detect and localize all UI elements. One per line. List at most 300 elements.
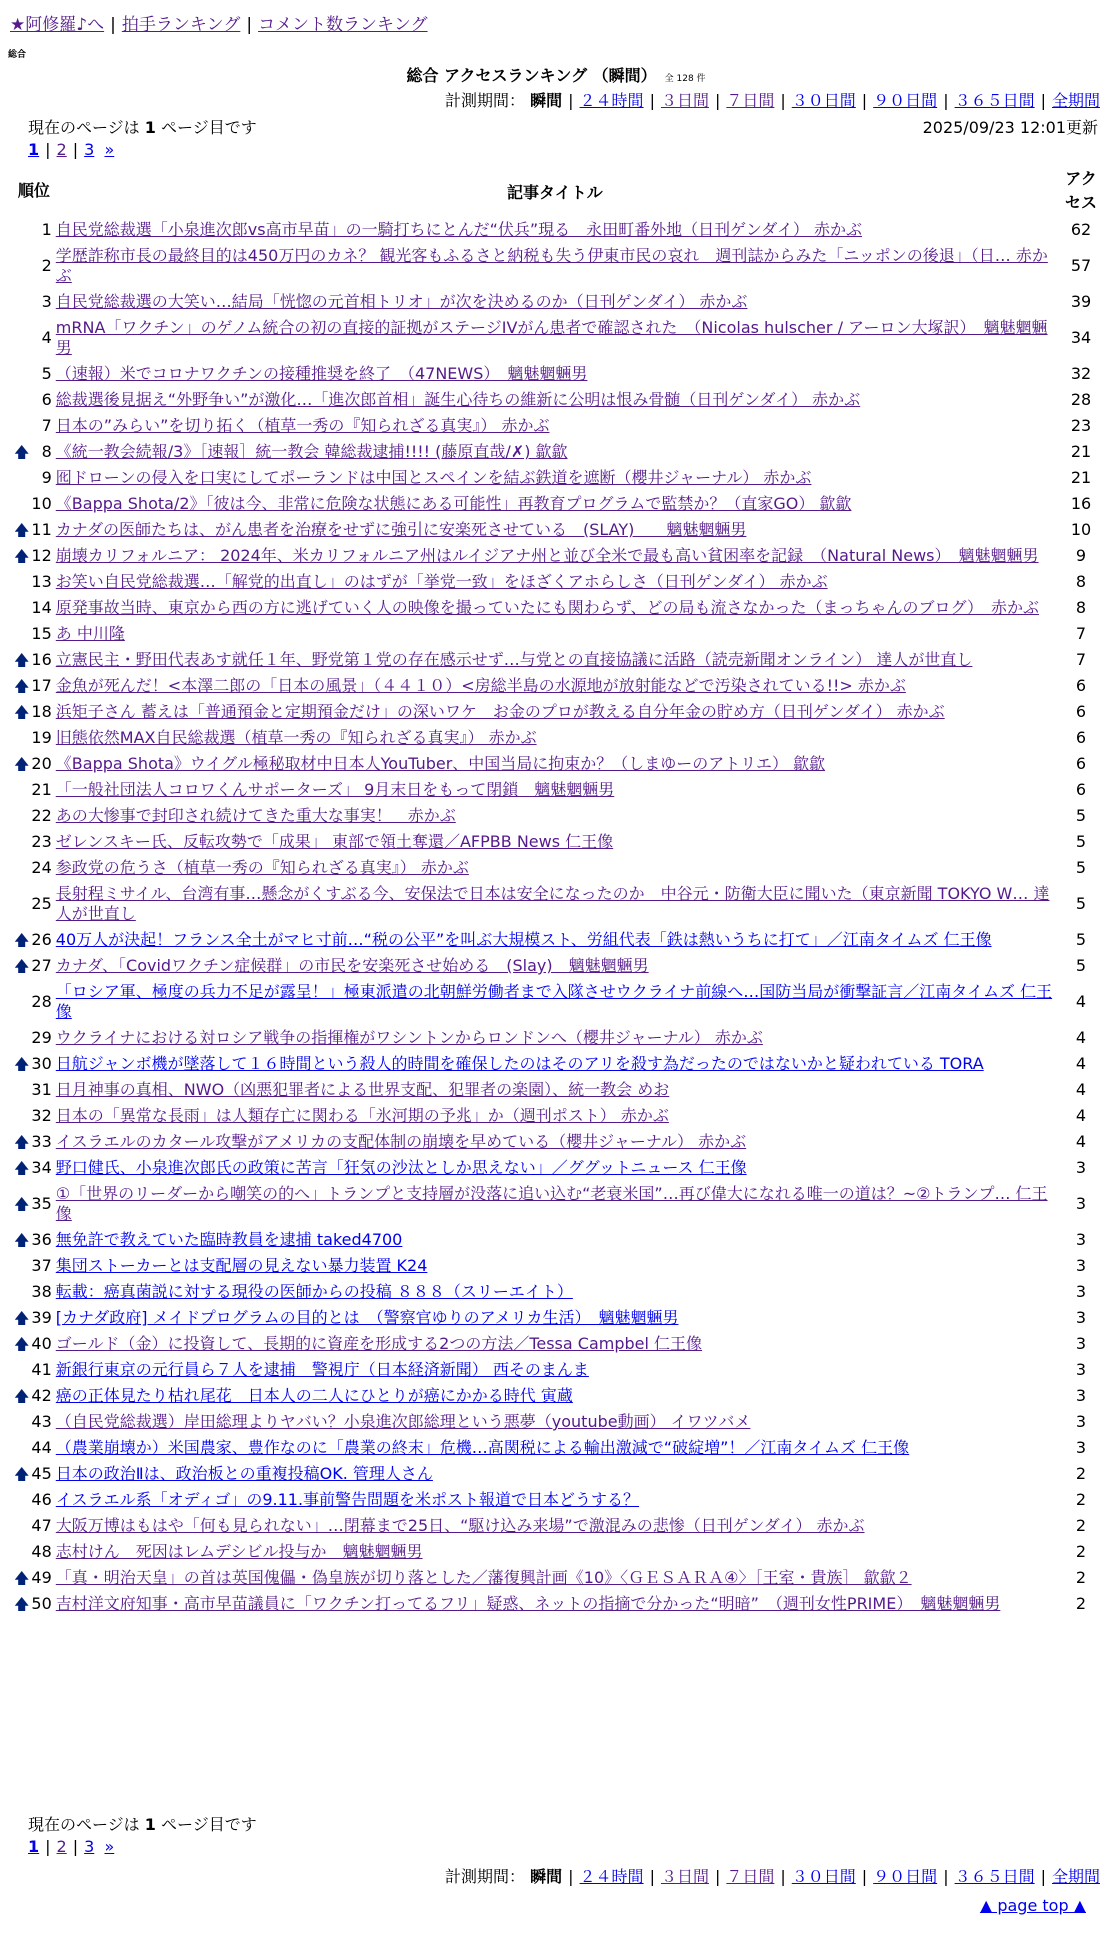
access-count: 3 <box>1075 1230 1087 1249</box>
rank-number: 22 <box>31 806 52 825</box>
rank-number: 20 <box>31 754 52 773</box>
top-navigation <box>10 10 428 35</box>
ranking-table <box>14 165 1106 1617</box>
table-row <box>14 1025 1106 1051</box>
header-rank: 順位 <box>17 181 50 200</box>
total-count: 全 128 件 <box>664 74 706 84</box>
article-link[interactable]: 新銀行東京の元行員ら７人を逮捕 警視庁（日本経済新聞） 西そのまんま <box>55 1360 589 1379</box>
article-title-cell <box>54 621 1056 647</box>
pager-next[interactable]: » <box>104 140 115 159</box>
pager-current[interactable]: 1 <box>28 1837 40 1856</box>
rank-number: 31 <box>31 1080 52 1099</box>
period-24h[interactable]: ２４時間 <box>579 91 644 110</box>
page-title <box>0 63 1112 86</box>
article-title-cell <box>54 595 1056 621</box>
table-row <box>14 1155 1106 1181</box>
rank-up-arrow-icon <box>14 829 29 855</box>
rank-number: 26 <box>31 930 52 949</box>
period-3d[interactable]: ３日間 <box>660 91 709 110</box>
rank-number: 44 <box>31 1438 52 1457</box>
rank-up-arrow-icon <box>14 1279 29 1305</box>
rank-number: 13 <box>31 572 52 591</box>
table-row <box>14 1487 1106 1513</box>
article-link[interactable]: 日本の”みらい”を切り拓く（植草一秀の『知られざる真実』） 赤かぶ <box>55 416 550 435</box>
access-count: 16 <box>1070 494 1092 513</box>
rank-up-arrow-icon: 🡅 <box>14 443 30 461</box>
access-count: 57 <box>1070 256 1092 275</box>
access-count: 4 <box>1075 1028 1087 1047</box>
rank-up-arrow-icon <box>14 979 29 1025</box>
rank-up-arrow-icon: 🡅 <box>14 1055 30 1073</box>
article-link[interactable]: 「ロシア軍、極度の兵力不足が露呈！」極東派遣の北朝鮮労働者まで入隊させウクライナ前線へ…国防当局が衝撃証言／江南タイムズ 仁王像 <box>55 982 1053 1021</box>
article-title-cell <box>54 1155 1056 1181</box>
rank-up-arrow-icon: 🡅 <box>14 1231 30 1249</box>
access-count: 3 <box>1075 1256 1087 1275</box>
article-link[interactable]: ゴールド（金）に投資して、長期的に資産を形成する2つの方法／Tessa Campbel 仁王像 <box>55 1334 703 1353</box>
article-link[interactable]: 大阪万博はもはや「何も見られない」…閉幕まで25日、“駆け込み来場”で激混みの悲惨（日刊ゲンダイ） 赤かぶ <box>55 1516 865 1535</box>
access-count: 28 <box>1070 390 1092 409</box>
rank-up-arrow-icon <box>14 361 29 387</box>
rank-up-arrow-icon: 🡅 <box>14 547 30 565</box>
table-row <box>14 621 1106 647</box>
period-selector-top: 計測期間： 瞬間 | ２４時間 | ３日間 | ７日間 | ３０日間 | ９０日間 | ３６５日間 | 全期間 <box>445 91 1100 110</box>
article-link[interactable]: 日月神事の真相、NWO（凶悪犯罪者による世界支配、犯罪者の楽園）、統一教会 めお <box>55 1080 670 1099</box>
rank-up-arrow-icon <box>14 491 29 517</box>
period-30d[interactable]: ３０日間 <box>791 1867 856 1886</box>
separator: | <box>110 15 116 35</box>
article-link[interactable]: カナダ、「Covidワクチン症候群」の市民を安楽死させ始める (Slay) 魑魅魍魎男 <box>55 956 649 975</box>
table-row <box>14 855 1106 881</box>
rank-number: 14 <box>31 598 52 617</box>
article-link[interactable]: 長射程ミサイル、台湾有事…懸念がくすぶる今、安保法で日本は安全になったのか 中谷元・防衛大臣に聞いた（東京新聞 TOKYO W… 達人が世直し <box>55 884 1050 923</box>
access-count: 5 <box>1075 832 1087 851</box>
article-title-cell <box>54 517 1056 543</box>
article-title-cell <box>54 803 1056 829</box>
table-row <box>14 1383 1106 1409</box>
access-count: 3 <box>1075 1282 1087 1301</box>
rank-number: 11 <box>31 520 52 539</box>
rank-up-arrow-icon: 🡅 <box>14 1309 30 1327</box>
table-row <box>14 289 1106 315</box>
rank-number: 50 <box>31 1594 52 1613</box>
article-title-cell <box>54 1077 1056 1103</box>
rank-up-arrow-icon: 🡅 <box>14 1569 30 1587</box>
access-count: 4 <box>1075 1132 1087 1151</box>
article-link[interactable]: [カナダ政府] メイドプログラムの目的とは （警察官ゆりのアメリカ生活） 魑魅魍魎男 <box>55 1308 679 1327</box>
table-row <box>14 1539 1106 1565</box>
access-count: 9 <box>1075 546 1087 565</box>
period-3d[interactable]: ３日間 <box>660 1867 709 1886</box>
pager-page-3[interactable]: 3 <box>84 1837 95 1856</box>
article-title-cell <box>54 855 1056 881</box>
table-row <box>14 673 1106 699</box>
article-title-cell <box>54 1305 1056 1331</box>
article-link[interactable]: 日本の政治Ⅱは、政治板との重複投稿OK. 管理人さん <box>55 1464 433 1483</box>
table-row <box>14 543 1106 569</box>
access-count: 5 <box>1075 894 1087 913</box>
link-comment-ranking[interactable]: コメント数ランキング <box>258 15 428 35</box>
access-count: 2 <box>1075 1594 1087 1613</box>
pager-page-2[interactable]: 2 <box>56 140 67 159</box>
access-count: 10 <box>1070 520 1092 539</box>
table-row <box>14 1565 1106 1591</box>
article-title-cell <box>54 1435 1056 1461</box>
access-count: 2 <box>1075 1568 1087 1587</box>
access-count: 3 <box>1075 1438 1087 1457</box>
access-count: 4 <box>1075 1080 1087 1099</box>
article-title-cell <box>54 881 1056 927</box>
article-link[interactable]: （農業崩壊か）米国農家、豊作なのに「農業の終末」危機…高関税による輸出激減で“破綻増”！／江南タイムズ 仁王像 <box>55 1438 910 1457</box>
table-row <box>14 1129 1106 1155</box>
rank-number: 1 <box>41 220 52 239</box>
rank-up-arrow-icon <box>14 1253 29 1279</box>
article-title-cell <box>54 953 1056 979</box>
period-24h[interactable]: ２４時間 <box>579 1867 644 1886</box>
rank-up-arrow-icon: 🡅 <box>14 703 30 721</box>
section-label: 総合 <box>8 50 27 60</box>
rank-number: 45 <box>31 1464 52 1483</box>
article-title-cell <box>54 1409 1056 1435</box>
article-link[interactable]: イスラエルのカタール攻撃がアメリカの支配体制の崩壊を早めている（櫻井ジャーナル） 赤かぶ <box>55 1132 747 1151</box>
table-row <box>14 803 1106 829</box>
rank-number: 27 <box>31 956 52 975</box>
article-title-cell <box>54 217 1056 243</box>
rank-up-arrow-icon: 🡅 <box>14 521 30 539</box>
article-link[interactable]: お笑い自民党総裁選…「解党的出直し」のはずが「挙党一致」をほざくアホらしさ（日刊ゲンダイ） 赤かぶ <box>55 572 828 591</box>
rank-up-arrow-icon <box>14 569 29 595</box>
article-title-cell <box>54 1253 1056 1279</box>
table-row <box>14 1305 1106 1331</box>
rank-number: 41 <box>31 1360 52 1379</box>
rank-up-arrow-icon <box>14 881 29 927</box>
article-title-cell <box>54 1331 1056 1357</box>
article-link[interactable]: イスラエル系「オディゴ」の9.11.事前警告問題を米ポスト報道で日本どうする？ <box>55 1490 640 1509</box>
pager-current[interactable]: 1 <box>28 140 40 159</box>
rank-number: 29 <box>31 1028 52 1047</box>
article-link[interactable]: 野口健氏、小泉進次郎氏の政策に苦言「狂気の沙汰としか思えない」／ググットニュース 仁王像 <box>55 1158 747 1177</box>
link-clap-ranking[interactable]: 拍手ランキング <box>121 15 241 35</box>
period-365d[interactable]: ３６５日間 <box>954 91 1035 110</box>
access-count: 21 <box>1070 468 1092 487</box>
table-row <box>14 517 1106 543</box>
article-link[interactable]: 自民党総裁選「小泉進次郎vs高市早苗」の一騎打ちにとんだ“伏兵”現る 永田町番外地（日刊ゲンダイ） 赤かぶ <box>55 220 862 239</box>
page-top-link[interactable]: ▲ page top ▲ <box>979 1896 1086 1915</box>
table-row <box>14 1077 1106 1103</box>
article-link[interactable]: （自民党総裁選）岸田総理よりヤバい？小泉進次郎総理という悪夢（youtube動画） イワツバメ <box>55 1412 751 1431</box>
table-row <box>14 1181 1106 1227</box>
pager-page-2[interactable]: 2 <box>56 1837 67 1856</box>
table-header-row <box>14 165 1106 217</box>
rank-up-arrow-icon: 🡅 <box>14 755 30 773</box>
rank-up-arrow-icon: 🡅 <box>14 1387 30 1405</box>
article-link[interactable]: 集団ストーカーとは支配層の見えない暴力装置 K24 <box>55 1256 428 1275</box>
rank-up-arrow-icon <box>14 315 29 361</box>
article-link[interactable]: 立憲民主・野田代表あす就任１年、野党第１党の存在感示せず…与党との直接協議に活路（読売新聞オンライン） 達人が世直し <box>55 650 973 669</box>
rank-up-arrow-icon <box>14 803 29 829</box>
article-link[interactable]: 学歴詐称市長の最終目的は450万円のカネ？ 観光客もふるさと納税も失う伊東市民の哀れ 週刊誌からみた「ニッポンの後退」（日… 赤かぶ <box>55 246 1048 285</box>
article-title-cell <box>54 1279 1056 1305</box>
period-365d[interactable]: ３６５日間 <box>954 1867 1035 1886</box>
rank-number: 38 <box>31 1282 52 1301</box>
rank-number: 49 <box>31 1568 52 1587</box>
article-title-cell <box>54 927 1056 953</box>
article-link[interactable]: 旧態依然MAX自民総裁選（植草一秀の『知られざる真実』） 赤かぶ <box>55 728 537 747</box>
article-title-cell <box>54 1487 1056 1513</box>
access-count: 5 <box>1075 956 1087 975</box>
article-link[interactable]: （速報）米でコロナワクチンの接種推奨を終了 （47NEWS） 魑魅魍魎男 <box>55 364 588 383</box>
article-link[interactable]: 日本の「異常な長雨」は人類存亡に関わる「氷河期の予兆」か（週刊ポスト） 赤かぶ <box>55 1106 669 1125</box>
separator: | <box>246 15 253 35</box>
period-90d[interactable]: ９０日間 <box>873 1867 938 1886</box>
access-count: 4 <box>1075 1054 1087 1073</box>
rank-number: 33 <box>31 1132 52 1151</box>
article-link[interactable]: 無免許で教えていた臨時教員を逮捕 taked4700 <box>55 1230 403 1249</box>
table-row <box>14 881 1106 927</box>
rank-number: 12 <box>31 546 52 565</box>
rank-number: 40 <box>31 1334 52 1353</box>
table-row <box>14 361 1106 387</box>
article-title-cell <box>54 1357 1056 1383</box>
period-label: 計測期間： <box>445 91 526 110</box>
header-access: アクセス <box>1064 169 1097 212</box>
rank-number: 36 <box>31 1230 52 1249</box>
rank-up-arrow-icon <box>14 413 29 439</box>
rank-number: 5 <box>41 364 52 383</box>
rank-up-arrow-icon: 🡅 <box>14 1195 30 1213</box>
rank-up-arrow-icon: 🡅 <box>14 677 30 695</box>
rank-up-arrow-icon <box>14 777 29 803</box>
rank-number: 21 <box>31 780 52 799</box>
pager-next[interactable]: » <box>104 1837 115 1856</box>
table-row <box>14 243 1106 289</box>
article-title-cell <box>54 543 1056 569</box>
article-link[interactable]: 転載：癌真菌説に対する現役の医師からの投稿 ８８８（スリーエイト） <box>55 1282 573 1301</box>
article-link[interactable]: mRNA「ワクチン」のゲノム統合の初の直接的証拠がステージIVがん患者で確認された （Nicolas hulscher / アーロン大塚訳） 魑魅魍魎男 <box>55 318 1048 357</box>
rank-number: 42 <box>31 1386 52 1405</box>
access-count: 3 <box>1075 1308 1087 1327</box>
access-count: 4 <box>1075 992 1087 1011</box>
access-count: 2 <box>1075 1542 1087 1561</box>
article-title-cell <box>54 1025 1056 1051</box>
period-30d[interactable]: ３０日間 <box>791 91 856 110</box>
rank-number: 46 <box>31 1490 52 1509</box>
period-7d[interactable]: ７日間 <box>726 1867 775 1886</box>
rank-up-arrow-icon <box>14 1409 29 1435</box>
rank-number: 17 <box>31 676 52 695</box>
table-row <box>14 1253 1106 1279</box>
article-link[interactable]: ゼレンスキー氏、反転攻勢で「成果」 東部で領土奪還／AFPBB News 仁王像 <box>55 832 614 851</box>
article-link[interactable]: 参政党の危うさ（植草一秀の『知られざる真実』） 赤かぶ <box>55 858 469 877</box>
article-link[interactable]: ①「世界のリーダーから嘲笑の的へ」トランプと支持層が没落に追い込む“老衰米国”…再び偉大になれる唯一の道は？~②トランプ… 仁王像 <box>55 1184 1048 1223</box>
article-title-cell <box>54 1539 1056 1565</box>
rank-up-arrow-icon <box>14 1539 29 1565</box>
article-title-cell <box>54 243 1056 289</box>
period-all[interactable]: 全期間 <box>1051 1867 1100 1886</box>
rank-number: 34 <box>31 1158 52 1177</box>
rank-number: 4 <box>41 328 52 347</box>
rank-number: 8 <box>41 442 52 461</box>
access-count: 2 <box>1075 1516 1087 1535</box>
rank-number: 16 <box>31 650 52 669</box>
article-title-cell <box>54 979 1056 1025</box>
article-title-cell <box>54 673 1056 699</box>
rank-up-arrow-icon <box>14 595 29 621</box>
table-row <box>14 979 1106 1025</box>
access-count: 6 <box>1075 676 1087 695</box>
rank-up-arrow-icon <box>14 1077 29 1103</box>
access-count: 3 <box>1075 1158 1087 1177</box>
table-row <box>14 491 1106 517</box>
access-count: 3 <box>1075 1386 1087 1405</box>
article-link[interactable]: 崩壊カリフォルニア： 2024年、米カリフォルニア州はルイジアナ州と並び全米で最も高い貧困率を記録 （Natural News） 魑魅魍魎男 <box>55 546 1039 565</box>
article-link[interactable]: 囮ドローンの侵入を口実にしてポーランドは中国とスペインを結ぶ鉄道を遮断（櫻井ジャーナル） 赤かぶ <box>55 468 812 487</box>
rank-number: 9 <box>41 468 52 487</box>
header-title: 記事タイトル <box>507 182 603 202</box>
article-title-cell <box>54 1129 1056 1155</box>
rank-up-arrow-icon: 🡅 <box>14 1159 30 1177</box>
rank-up-arrow-icon: 🡅 <box>14 1335 30 1353</box>
pager-bottom: 1 | 2 | 3 » <box>28 1837 115 1856</box>
table-row <box>14 1591 1106 1617</box>
table-row <box>14 725 1106 751</box>
rank-up-arrow-icon: 🡅 <box>14 651 30 669</box>
rank-up-arrow-icon: 🡅 <box>14 1465 30 1483</box>
rank-number: 7 <box>41 416 52 435</box>
article-title-cell <box>54 699 1056 725</box>
rank-number: 48 <box>31 1542 52 1561</box>
table-row <box>14 1513 1106 1539</box>
table-row <box>14 1103 1106 1129</box>
rank-up-arrow-icon <box>14 1513 29 1539</box>
access-count: 4 <box>1075 1106 1087 1125</box>
access-count: 8 <box>1075 572 1087 591</box>
rank-number: 35 <box>31 1194 52 1213</box>
access-count: 62 <box>1070 220 1092 239</box>
article-title-cell <box>54 829 1056 855</box>
article-link[interactable]: あの大惨事で封印され続けてきた重大な事実！ 赤かぶ <box>55 806 456 825</box>
rank-number: 28 <box>31 992 52 1011</box>
link-asyura-home[interactable]: ★阿修羅♪へ <box>10 15 105 35</box>
access-count: 3 <box>1075 1194 1087 1213</box>
access-count: 7 <box>1075 624 1087 643</box>
article-title-cell <box>54 465 1056 491</box>
article-link[interactable]: 癌の正体見たり枯れ尾花 日本人の二人にひとりが癌にかかる時代 寅蔵 <box>55 1386 573 1405</box>
table-row <box>14 387 1106 413</box>
article-link[interactable]: 吉村洋文府知事・高市早苗議員に「ワクチン打ってるフリ」疑惑、ネットの指摘で分かった“明暗” （週刊女性PRIME） 魑魅魍魎男 <box>55 1594 1001 1613</box>
rank-number: 43 <box>31 1412 52 1431</box>
article-title-cell <box>54 1103 1056 1129</box>
article-title-cell <box>54 1461 1056 1487</box>
access-count: 34 <box>1070 328 1092 347</box>
table-row <box>14 1461 1106 1487</box>
access-count: 2 <box>1075 1464 1087 1483</box>
rank-up-arrow-icon: 🡅 <box>14 957 30 975</box>
access-count: 6 <box>1075 728 1087 747</box>
access-count: 5 <box>1075 930 1087 949</box>
article-title-cell <box>54 1227 1056 1253</box>
article-link[interactable]: 《Bappa Shota/2》「彼は今、非常に危険な状態にある可能性」再教育プログラムで監禁か？（直家GO） 歙歙 <box>55 494 852 513</box>
period-current: 瞬間 <box>530 91 563 110</box>
article-link[interactable]: あ 中川隆 <box>55 624 125 643</box>
table-row <box>14 569 1106 595</box>
rank-up-arrow-icon <box>14 1357 29 1383</box>
article-link[interactable]: 原発事故当時、東京から西の方に逃げていく人の映像を撮っていたにも関わらず、どの局も流さなかった（まっちゃんのブログ） 赤かぶ <box>55 598 1039 617</box>
article-link[interactable]: 「一般社団法人コロワくんサポーターズ」 9月末日をもって閉鎖 魑魅魍魎男 <box>55 780 615 799</box>
table-row <box>14 465 1106 491</box>
rank-number: 24 <box>31 858 52 877</box>
pager-top: 1 | 2 | 3 » <box>28 140 115 159</box>
article-link[interactable]: 金魚が死んだ！<本澤二郎の「日本の風景」（４４１０）<房総半島の水源地が放射能などで汚染されている!!> 赤かぶ <box>55 676 906 695</box>
article-link[interactable]: 《Bappa Shota》ウイグル極秘取材中日本人YouTuber、中国当局に拘束か？（しまゆーのアトリエ） 歙歙 <box>55 754 826 773</box>
article-link[interactable]: ウクライナにおける対ロシア戦争の指揮権がワシントンからロンドンへ（櫻井ジャーナル） 赤かぶ <box>55 1028 763 1047</box>
rank-up-arrow-icon <box>14 1435 29 1461</box>
current-page-number: 1 <box>144 118 156 137</box>
article-title-cell <box>54 1513 1056 1539</box>
table-row <box>14 953 1106 979</box>
access-count: 6 <box>1075 780 1087 799</box>
article-link[interactable]: 浜矩子さん 蓄えは「普通預金と定期預金だけ」の深いワケ お金のプロが教える自分年金の貯め方（日刊ゲンダイ） 赤かぶ <box>55 702 945 721</box>
article-title-cell <box>54 647 1056 673</box>
access-count: 21 <box>1070 442 1092 461</box>
access-count: 5 <box>1075 806 1087 825</box>
article-link[interactable]: 日航ジャンボ機が墜落して１６時間という殺人的時間を確保したのはそのアリを殺す為だったのではないかと疑われている TORA <box>55 1054 984 1073</box>
rank-up-arrow-icon <box>14 243 29 289</box>
access-count: 6 <box>1075 754 1087 773</box>
article-link[interactable]: 自民党総裁選の大笑い…結局「恍惚の元首相トリオ」が次を決めるのか（日刊ゲンダイ） 赤かぶ <box>55 292 748 311</box>
article-title-cell <box>54 1565 1056 1591</box>
article-title-cell <box>54 315 1056 361</box>
table-row <box>14 1357 1106 1383</box>
article-title-cell <box>54 413 1056 439</box>
article-link[interactable]: 総裁選後見据え“外野争い”が激化…「進次郎首相」誕生心待ちの維新に公明は恨み骨髄（日刊ゲンダイ） 赤かぶ <box>55 390 861 409</box>
article-title-cell <box>54 387 1056 413</box>
access-count: 23 <box>1070 416 1092 435</box>
table-row <box>14 439 1106 465</box>
table-row <box>14 777 1106 803</box>
rank-number: 3 <box>41 292 52 311</box>
period-selector-bottom: 計測期間： 瞬間 | ２４時間 | ３日間 | ７日間 | ３０日間 | ９０日間 | ３６５日間 | 全期間 <box>445 1867 1100 1886</box>
rank-number: 39 <box>31 1308 52 1327</box>
ranking-title: 総合 アクセスランキング （瞬間） <box>406 66 657 85</box>
period-all[interactable]: 全期間 <box>1051 91 1100 110</box>
rank-number: 19 <box>31 728 52 747</box>
article-title-cell <box>54 777 1056 803</box>
table-row <box>14 699 1106 725</box>
period-90d[interactable]: ９０日間 <box>873 91 938 110</box>
article-link[interactable]: 「真・明治天皇」の首は英国傀儡・偽皇族が切り落とした／藩復興計画《10》〈ＧＥＳＡＲＡ④〉［王室・貴族］ 歙歙２ <box>55 1568 912 1587</box>
article-title-cell <box>54 751 1056 777</box>
article-link[interactable]: 志村けん 死因はレムデシビル投与か 魑魅魍魎男 <box>55 1542 423 1561</box>
article-link[interactable]: 40万人が決起！フランス全土がマヒ寸前…“税の公平”を叫ぶ大規模スト、労組代表「鉄は熱いうちに打て」／江南タイムズ 仁王像 <box>55 930 992 949</box>
table-row <box>14 315 1106 361</box>
rank-up-arrow-icon <box>14 1487 29 1513</box>
access-count: 7 <box>1075 650 1087 669</box>
rank-number: 25 <box>31 894 52 913</box>
table-row <box>14 1227 1106 1253</box>
article-link[interactable]: カナダの医師たちは、がん患者を治療をせずに強引に安楽死させている (SLAY) 魑魅魍魎男 <box>55 520 747 539</box>
rank-number: 37 <box>31 1256 52 1275</box>
article-link[interactable]: 《統一教会続報/3》［速報］統一教会 韓総裁逮捕!!!! (藤原直哉/✗) 歙歙 <box>55 442 568 461</box>
rank-number: 30 <box>31 1054 52 1073</box>
rank-number: 47 <box>31 1516 52 1535</box>
article-title-cell <box>54 1051 1056 1077</box>
pager-page-3[interactable]: 3 <box>84 140 95 159</box>
access-count: 2 <box>1075 1490 1087 1509</box>
access-count: 32 <box>1070 364 1092 383</box>
access-count: 39 <box>1070 292 1092 311</box>
period-7d[interactable]: ７日間 <box>726 91 775 110</box>
article-title-cell <box>54 1383 1056 1409</box>
